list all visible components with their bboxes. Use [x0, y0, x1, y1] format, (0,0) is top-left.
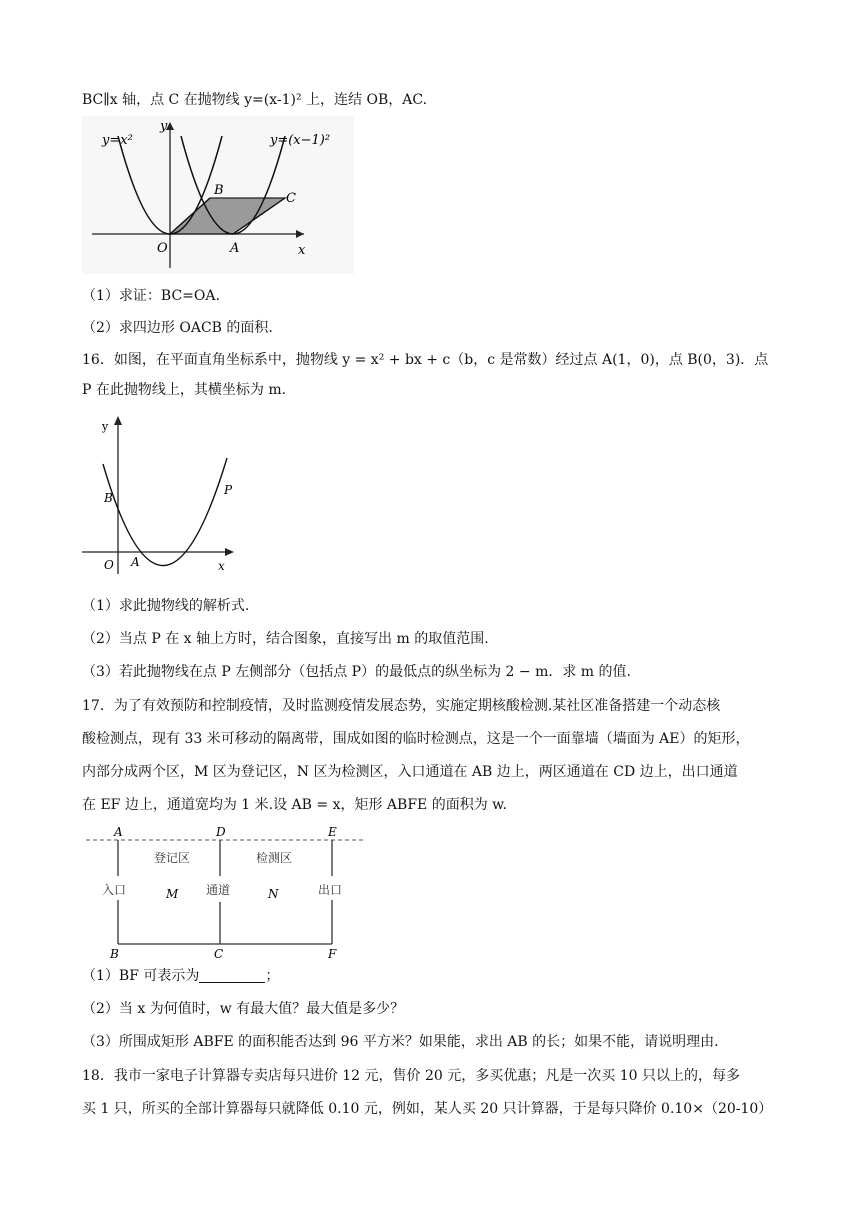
q17-part3: （3）所围成矩形 ABFE 的面积能否达到 96 平方米？如果能，求出 AB 的长；如果不能，请说明理由. — [82, 1034, 719, 1050]
point-O-label: O — [157, 241, 168, 256]
zone-N-label: N — [268, 887, 279, 901]
q17-line4: 在 EF 边上，通道宽均为 1 米.设 AB = x，矩形 ABFE 的面积为 w. — [82, 797, 507, 813]
q17-line3: 内部分成两个区，M 区为登记区，N 区为检测区，入口通道在 AB 边上，两区通道在 CD 边上，出口通道 — [82, 764, 738, 780]
zone-registration-label: 登记区 — [154, 851, 191, 865]
entrance-label: 入口 — [102, 883, 127, 897]
label-y-x-1-squared: y=(x−1)² — [270, 133, 331, 148]
q16-parabola-figure — [82, 412, 242, 578]
q16-part3: （3）若此抛物线在点 P 左侧部分（包括点 P）的最低点的纵坐标为 2 − m．求 m 的值. — [82, 664, 631, 680]
axis-y-label: y — [160, 119, 168, 134]
point-B-label: B — [214, 183, 224, 198]
q15-intro: BC∥x 轴，点 C 在抛物线 y=(x-1)² 上，连结 OB，AC. — [82, 92, 428, 108]
point-B-label: B — [104, 491, 113, 505]
q17-line2: 酸检测点，现有 33 米可移动的隔离带，围成如图的临时检测点，这是一个一面靠墙（墙面为 AE）的矩形， — [82, 731, 750, 747]
axis-x-label: x — [218, 559, 225, 573]
label-y-x2: y=x² — [102, 133, 133, 148]
q15-parabola-figure — [82, 116, 354, 274]
axis-y-label: y — [102, 420, 109, 433]
axis-x-label: x — [298, 243, 306, 258]
q16-line2: P 在此抛物线上，其横坐标为 m. — [82, 382, 287, 398]
point-A-label: A — [131, 555, 140, 569]
point-B-label: B — [110, 947, 119, 960]
point-E-label: E — [328, 825, 337, 839]
zone-testing-label: 检测区 — [256, 851, 293, 865]
parabola-curve — [103, 458, 227, 566]
q18-line2: 买 1 只，所买的全部计算器每只就降低 0.10 元，例如，某人买 20 只计算器，于是每只降价 0.10×（20-10） — [82, 1101, 773, 1117]
point-F-label: F — [328, 947, 337, 960]
point-A-label: A — [230, 241, 240, 256]
q16-line1: 16．如图，在平面直角坐标系中，抛物线 y = x² + bx + c（b，c 是常数）经过点 A(1，0)，点 B(0，3)．点 — [82, 352, 769, 368]
q17-rectangle-figure — [82, 824, 372, 960]
q16-part2: （2）当点 P 在 x 轴上方时，结合图象，直接写出 m 的取值范围. — [82, 631, 489, 647]
point-P-label: P — [224, 483, 233, 497]
exit-label: 出口 — [318, 883, 343, 897]
q18-line1: 18．我市一家电子计算器专卖店每只进价 12 元，售价 20 元，多买优惠；凡是一次买 10 只以上的，每多 — [82, 1068, 740, 1084]
answer-blank — [199, 968, 265, 983]
point-D-label: D — [216, 825, 226, 839]
q17-part2: （2）当 x 为何值时，w 有最大值？最大值是多少？ — [82, 1001, 405, 1017]
q15-part2: （2）求四边形 OACB 的面积. — [82, 320, 273, 336]
q17-line1: 17．为了有效预防和控制疫情，及时监测疫情发展态势，实施定期核酸检测.某社区准备搭建一个动态核 — [82, 698, 721, 714]
zone-M-label: M — [166, 887, 179, 901]
q17-part1 — [82, 966, 279, 986]
q17-part1-prefix: （1）BF 可表示为 — [82, 968, 200, 984]
point-A-label: A — [114, 825, 123, 839]
q17-part1-suffix: ； — [265, 968, 280, 984]
passage-label: 通道 — [206, 883, 231, 897]
point-O-label: O — [104, 558, 114, 572]
q16-part1: （1）求此抛物线的解析式. — [82, 598, 250, 614]
q15-part1: （1）求证：BC=OA. — [82, 288, 220, 304]
point-C-label: C — [286, 191, 296, 206]
point-C-label: C — [214, 947, 224, 960]
